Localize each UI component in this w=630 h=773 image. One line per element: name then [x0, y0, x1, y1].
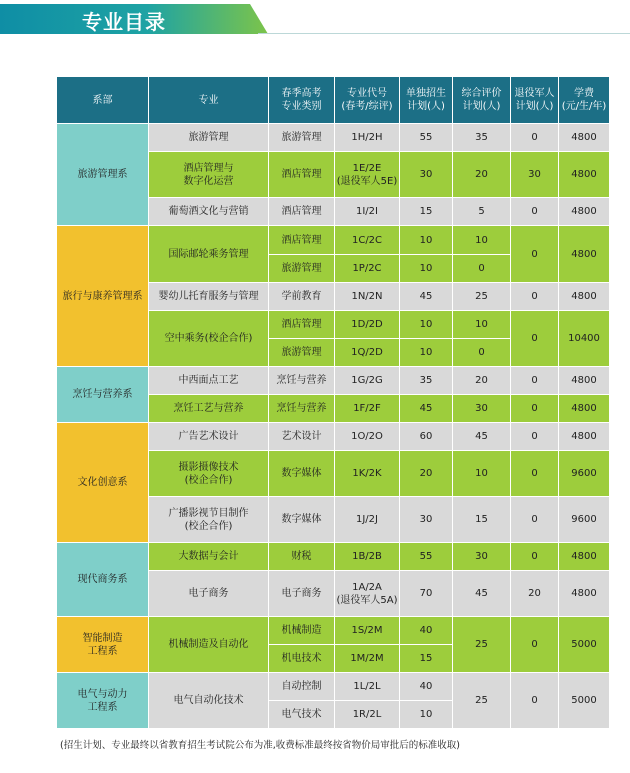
table-header-row [57, 77, 610, 124]
independent-cell: 55 [400, 543, 453, 571]
veterans-cell: 0 [511, 311, 559, 367]
tuition-cell: 4800 [559, 367, 610, 395]
dept-travel-health: 旅行与康养管理系 [57, 226, 149, 367]
veterans-cell: 0 [511, 673, 559, 729]
veterans-cell: 0 [511, 198, 559, 226]
comprehensive-cell: 10 [453, 451, 511, 497]
category-cell: 烹饪与营养 [269, 395, 335, 423]
major-cell: 电气自动化技术 [149, 673, 269, 729]
veterans-cell: 0 [511, 395, 559, 423]
tuition-cell: 4800 [559, 124, 610, 152]
code-cell: 1D/2D [335, 311, 400, 339]
independent-cell: 40 [400, 617, 453, 645]
table-row [57, 226, 610, 255]
dept-manufacturing: 智能制造 工程系 [57, 617, 149, 673]
independent-cell: 20 [400, 451, 453, 497]
tuition-cell: 5000 [559, 673, 610, 729]
code-cell: 1J/2J [335, 497, 400, 543]
comprehensive-cell: 25 [453, 617, 511, 673]
code-cell: 1Q/2D [335, 339, 400, 367]
major-cell: 婴幼儿托育服务与管理 [149, 283, 269, 311]
independent-cell: 10 [400, 226, 453, 255]
code-cell: 1R/2L [335, 701, 400, 729]
header-tuition: 学费 (元/生/年) [559, 77, 610, 124]
major-cell: 酒店管理与 数字化运营 [149, 152, 269, 198]
major-cell: 空中乘务(校企合作) [149, 311, 269, 367]
header-major: 专业 [149, 77, 269, 124]
comprehensive-cell: 15 [453, 497, 511, 543]
major-cell: 烹饪工艺与营养 [149, 395, 269, 423]
banner [0, 0, 630, 40]
comprehensive-cell: 0 [453, 255, 511, 283]
comprehensive-cell: 10 [453, 311, 511, 339]
comprehensive-cell: 20 [453, 152, 511, 198]
code-cell: 1N/2N [335, 283, 400, 311]
independent-cell: 15 [400, 645, 453, 673]
comprehensive-cell: 45 [453, 571, 511, 617]
independent-cell: 35 [400, 367, 453, 395]
category-cell: 机械制造 [269, 617, 335, 645]
comprehensive-cell: 30 [453, 395, 511, 423]
category-cell: 电气技术 [269, 701, 335, 729]
category-cell: 数字媒体 [269, 451, 335, 497]
dept-tourism: 旅游管理系 [57, 124, 149, 226]
comprehensive-cell: 20 [453, 367, 511, 395]
tuition-cell: 4800 [559, 226, 610, 283]
veterans-cell: 0 [511, 423, 559, 451]
category-cell: 财税 [269, 543, 335, 571]
veterans-cell: 0 [511, 226, 559, 283]
dept-cooking: 烹饪与营养系 [57, 367, 149, 423]
major-cell: 旅游管理 [149, 124, 269, 152]
category-cell: 旅游管理 [269, 255, 335, 283]
tuition-cell: 10400 [559, 311, 610, 367]
header-category: 春季高考 专业类别 [269, 77, 335, 124]
category-cell: 烹饪与营养 [269, 367, 335, 395]
comprehensive-cell: 25 [453, 673, 511, 729]
major-catalog-table [56, 76, 610, 729]
tuition-cell: 4800 [559, 423, 610, 451]
comprehensive-cell: 25 [453, 283, 511, 311]
tuition-cell: 4800 [559, 543, 610, 571]
code-cell: 1K/2K [335, 451, 400, 497]
category-cell: 酒店管理 [269, 311, 335, 339]
independent-cell: 30 [400, 497, 453, 543]
independent-cell: 55 [400, 124, 453, 152]
tuition-cell: 9600 [559, 497, 610, 543]
category-cell: 酒店管理 [269, 226, 335, 255]
category-cell: 数字媒体 [269, 497, 335, 543]
veterans-cell: 0 [511, 367, 559, 395]
header-comprehensive: 综合评价 计划(人) [453, 77, 511, 124]
comprehensive-cell: 45 [453, 423, 511, 451]
comprehensive-cell: 10 [453, 226, 511, 255]
footnote: (招生计划、专业最终以省教育招生考试院公布为准,收费标准最终按省物价局审批后的标准收取) [60, 740, 460, 751]
major-cell: 机械制造及自动化 [149, 617, 269, 673]
independent-cell: 10 [400, 701, 453, 729]
independent-cell: 30 [400, 152, 453, 198]
major-cell: 广播影视节目制作 (校企合作) [149, 497, 269, 543]
independent-cell: 40 [400, 673, 453, 701]
tuition-cell: 4800 [559, 283, 610, 311]
comprehensive-cell: 30 [453, 543, 511, 571]
code-cell: 1S/2M [335, 617, 400, 645]
major-cell: 广告艺术设计 [149, 423, 269, 451]
code-cell: 1C/2C [335, 226, 400, 255]
independent-cell: 10 [400, 311, 453, 339]
banner-divider [258, 33, 630, 34]
category-cell: 电子商务 [269, 571, 335, 617]
code-cell: 1E/2E (退役军人5E) [335, 152, 400, 198]
code-cell: 1B/2B [335, 543, 400, 571]
independent-cell: 45 [400, 283, 453, 311]
header-independent: 单独招生 计划(人) [400, 77, 453, 124]
independent-cell: 10 [400, 255, 453, 283]
header-dept: 系部 [57, 77, 149, 124]
veterans-cell: 0 [511, 451, 559, 497]
code-cell: 1H/2H [335, 124, 400, 152]
category-cell: 酒店管理 [269, 152, 335, 198]
header-veterans: 退役军人 计划(人) [511, 77, 559, 124]
independent-cell: 60 [400, 423, 453, 451]
tuition-cell: 5000 [559, 617, 610, 673]
veterans-cell: 0 [511, 617, 559, 673]
major-cell: 摄影摄像技术 (校企合作) [149, 451, 269, 497]
table-row [57, 423, 610, 451]
veterans-cell: 0 [511, 124, 559, 152]
header-code: 专业代号 (春考/综评) [335, 77, 400, 124]
veterans-cell: 0 [511, 283, 559, 311]
category-cell: 机电技术 [269, 645, 335, 673]
category-cell: 自动控制 [269, 673, 335, 701]
independent-cell: 70 [400, 571, 453, 617]
tuition-cell: 4800 [559, 198, 610, 226]
major-cell: 大数据与会计 [149, 543, 269, 571]
major-cell: 葡萄酒文化与营销 [149, 198, 269, 226]
table-row [57, 673, 610, 701]
banner-title: 专业目录 [82, 10, 166, 34]
major-cell: 中西面点工艺 [149, 367, 269, 395]
tuition-cell: 4800 [559, 152, 610, 198]
table-row [57, 124, 610, 152]
table-row [57, 367, 610, 395]
dept-electrical: 电气与动力 工程系 [57, 673, 149, 729]
tuition-cell: 4800 [559, 395, 610, 423]
category-cell: 旅游管理 [269, 124, 335, 152]
code-cell: 1F/2F [335, 395, 400, 423]
major-cell: 电子商务 [149, 571, 269, 617]
independent-cell: 15 [400, 198, 453, 226]
dept-business: 现代商务系 [57, 543, 149, 617]
tuition-cell: 9600 [559, 451, 610, 497]
category-cell: 旅游管理 [269, 339, 335, 367]
independent-cell: 10 [400, 339, 453, 367]
category-cell: 艺术设计 [269, 423, 335, 451]
independent-cell: 45 [400, 395, 453, 423]
veterans-cell: 0 [511, 497, 559, 543]
veterans-cell: 20 [511, 571, 559, 617]
tuition-cell: 4800 [559, 571, 610, 617]
code-cell: 1O/2O [335, 423, 400, 451]
veterans-cell: 30 [511, 152, 559, 198]
comprehensive-cell: 5 [453, 198, 511, 226]
table-row [57, 617, 610, 645]
category-cell: 酒店管理 [269, 198, 335, 226]
dept-culture: 文化创意系 [57, 423, 149, 543]
major-cell: 国际邮轮乘务管理 [149, 226, 269, 283]
table-row [57, 543, 610, 571]
veterans-cell: 0 [511, 543, 559, 571]
category-cell: 学前教育 [269, 283, 335, 311]
code-cell: 1G/2G [335, 367, 400, 395]
code-cell: 1M/2M [335, 645, 400, 673]
code-cell: 1A/2A (退役军人5A) [335, 571, 400, 617]
code-cell: 1P/2C [335, 255, 400, 283]
comprehensive-cell: 0 [453, 339, 511, 367]
code-cell: 1L/2L [335, 673, 400, 701]
comprehensive-cell: 35 [453, 124, 511, 152]
code-cell: 1I/2I [335, 198, 400, 226]
